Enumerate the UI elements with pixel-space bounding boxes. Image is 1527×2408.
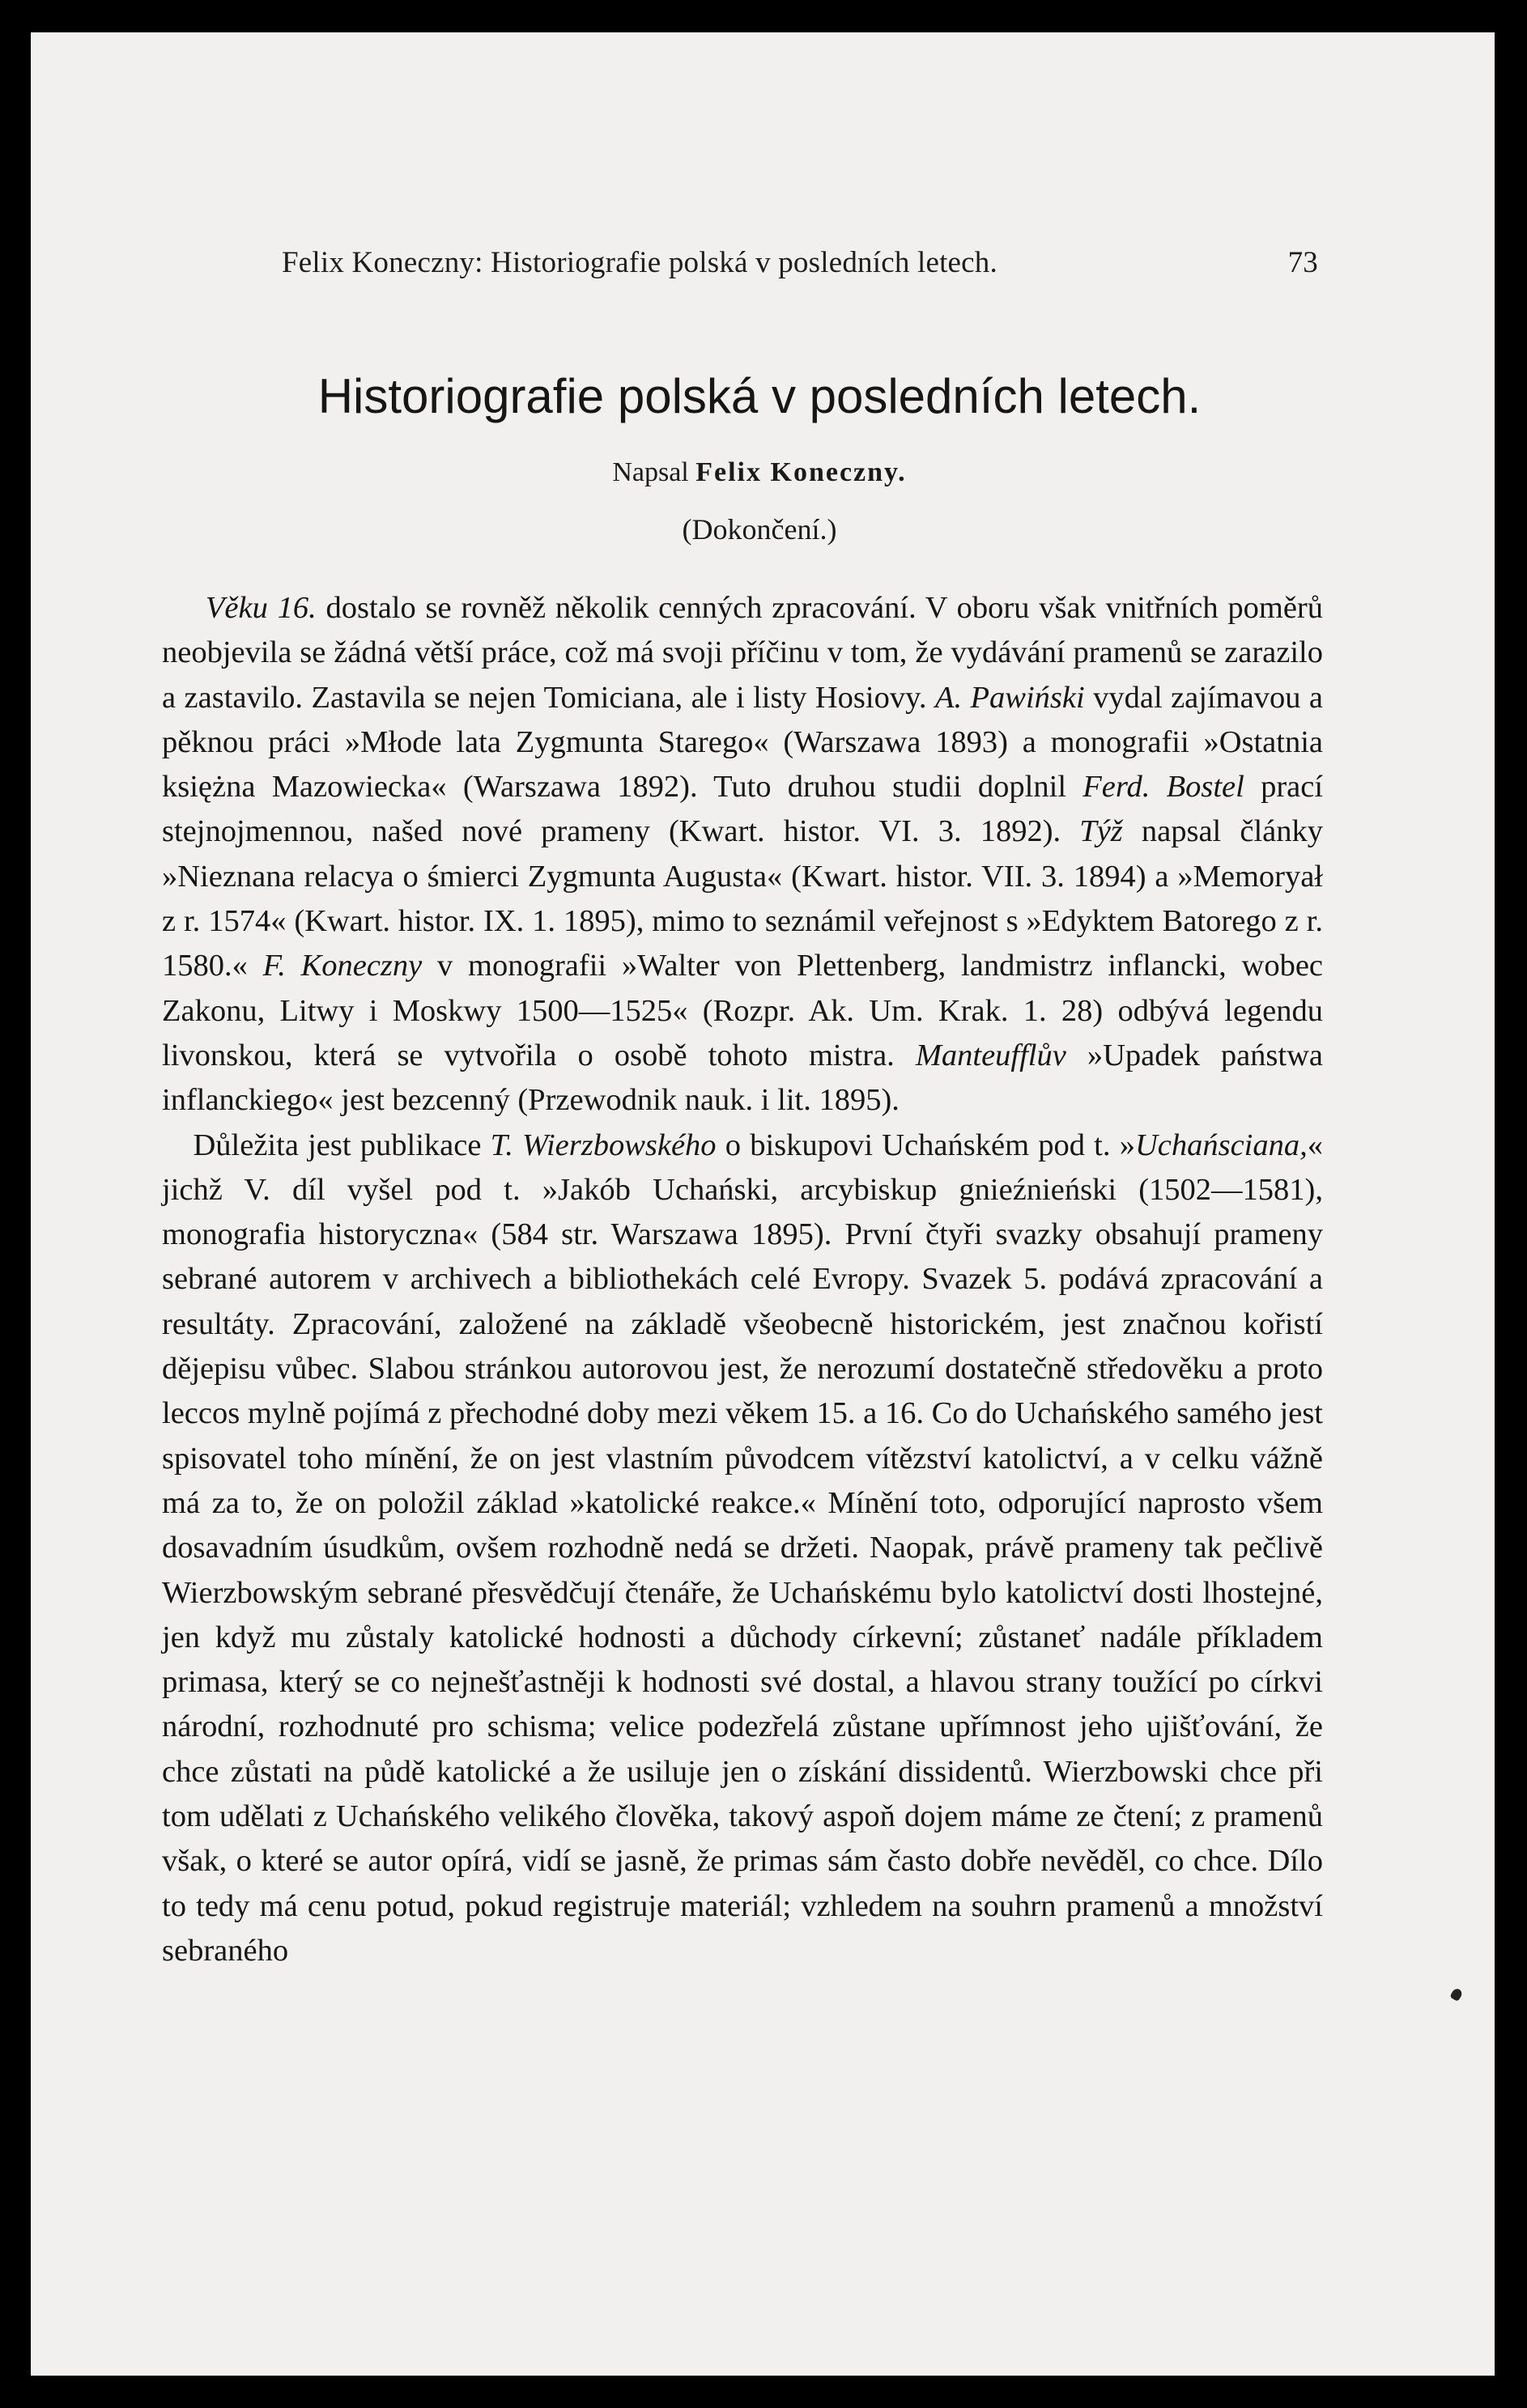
- italic-phrase: Uchańsciana,: [1134, 1128, 1308, 1162]
- text-run: « jichž V. díl vyšel pod t. »Jakób Uchański, arcybiskup gnieźnieński (1502—1581), monografia historyczna« (584 str. Warszawa 1895). První čtyři svazky obsahují prameny sebrané autorem v archivech a bibliothekách celé Evropy. Svazek 5. podává zpracování a resultáty. Zpracování, založené na základě všeobecně historickém, jest značnou kořistí dějepisu vůbec. Slabou stránkou autorovou jest, že nerozumí dostatečně středověku a proto leccos mylně pojímá z přechodné doby mezi věkem 15. a 16. Co do Uchańského samého jest spisovatel toho mínění, že on jest vlastním původcem vítězství katolictví, a v celku vážně má za to, že on položil základ »katolické reakce.« Mínění toto, odporující naprosto všem dosavadním úsudkům, ovšem rozhodně nedá se držeti. Naopak, právě prameny tak pečlivě Wierzbowským sebrané přesvědčují čtenáře, že Uchańskému bylo katolictví dosti lhostejné, jen když mu zůstaly katolické hodnosti a důchody církevní; zůstaneť nadále příkladem primasa, který se co nejnešťastněji k hodnosti své dostal, a hlavou strany toužící po církvi národní, rozhodnuté pro schisma; velice podezřelá zůstane upřímnost jeho ujišťování, že chce zůstati na půdě katolické a že usiluje jen o získání dissidentů. Wierzbowski chce při tom udělati z Uchańského velikého člověka, takový aspoň dojem máme ze čtení; z pramenů však, o které se autor opírá, vidí se jasně, že primas sám často dobře nevěděl, co chce. Dílo to tedy má cenu potud, pokud registruje materiál; vzhledem na souhrn pramenů a množství sebraného: [162, 1128, 1324, 1968]
- text-run: Důležita jest publikace: [193, 1128, 491, 1162]
- author-name: Felix Koneczny.: [695, 457, 907, 487]
- paragraph-1: [162, 586, 1323, 1123]
- italic-author: Ferd. Bostel: [1083, 770, 1244, 805]
- text-run: vydal zajímavou a pěknou práci »Młode lata Zygmunta Starego« (Warszawa 1893) a monografii »Ostatnia księżna Mazowiecka« (Warszawa 1892). Tuto druhou studii doplnil: [162, 680, 1323, 805]
- article-title: Historiografie polská v posledních letech.: [317, 369, 1202, 423]
- italic-author: Manteufflův: [915, 1038, 1066, 1072]
- text-run: v monografii »Walter von Plettenberg, landmistrz inflancki, wobec Zakonu, Litwy i Moskwy 1500—1525« (Rozpr. Ak. Um. Krak. 1. 28) odbývá legendu livonskou, která se vytvořila o osobě tohoto mistra.: [162, 949, 1324, 1072]
- byline: [193, 457, 1326, 488]
- text-run: »Upadek państwa inflanckiego« jest bezcenný (Przewodnik nauk. i lit. 1895).: [162, 1038, 1323, 1118]
- italic-author: A. Pawiński: [934, 680, 1085, 715]
- text-run: prací stejnojmennou, našed nové prameny (Kwart. histor. VI. 3. 1892).: [162, 770, 1324, 849]
- italic-author: Týž: [1079, 814, 1123, 849]
- text-run: dostalo se rovněž několik cenných zpracování. V oboru však vnitřních poměrů neobjevila se žádná větší práce, což má svoji příčinu v tom, že vydávání pramenů se zarazilo a zastavilo. Zastavila se nejen Tomiciana, ale i listy Hosiovy.: [162, 591, 1323, 715]
- italic-author: F. Koneczny: [262, 949, 423, 983]
- running-header: [282, 245, 1318, 280]
- scanned-page: [31, 32, 1495, 2376]
- text-run: napsal články »Nieznana relacya o śmierci Zygmunta Augusta« (Kwart. histor. VII. 3. 1894) a »Memoryał z r. 1574« (Kwart. histor. IX. 1. 1895), mimo to seznámil veřejnost s »Edyktem Batorego z r. 1580.«: [162, 814, 1323, 983]
- running-title: Felix Koneczny: Historiografie polská v posledních letech.: [282, 246, 997, 279]
- italic-author: T. Wierzbowského: [490, 1128, 717, 1162]
- article-body: [162, 586, 1323, 1973]
- paragraph-2: [162, 1123, 1323, 1974]
- continued-note: (Dokončení.): [682, 513, 837, 546]
- italic-phrase: Věku 16.: [205, 591, 317, 625]
- byline-prefix: Napsal: [612, 457, 689, 487]
- ink-mark: [1449, 1987, 1463, 2002]
- page-number: 73: [1287, 246, 1318, 279]
- text-run: o biskupovi Uchańském pod t. »: [716, 1128, 1135, 1162]
